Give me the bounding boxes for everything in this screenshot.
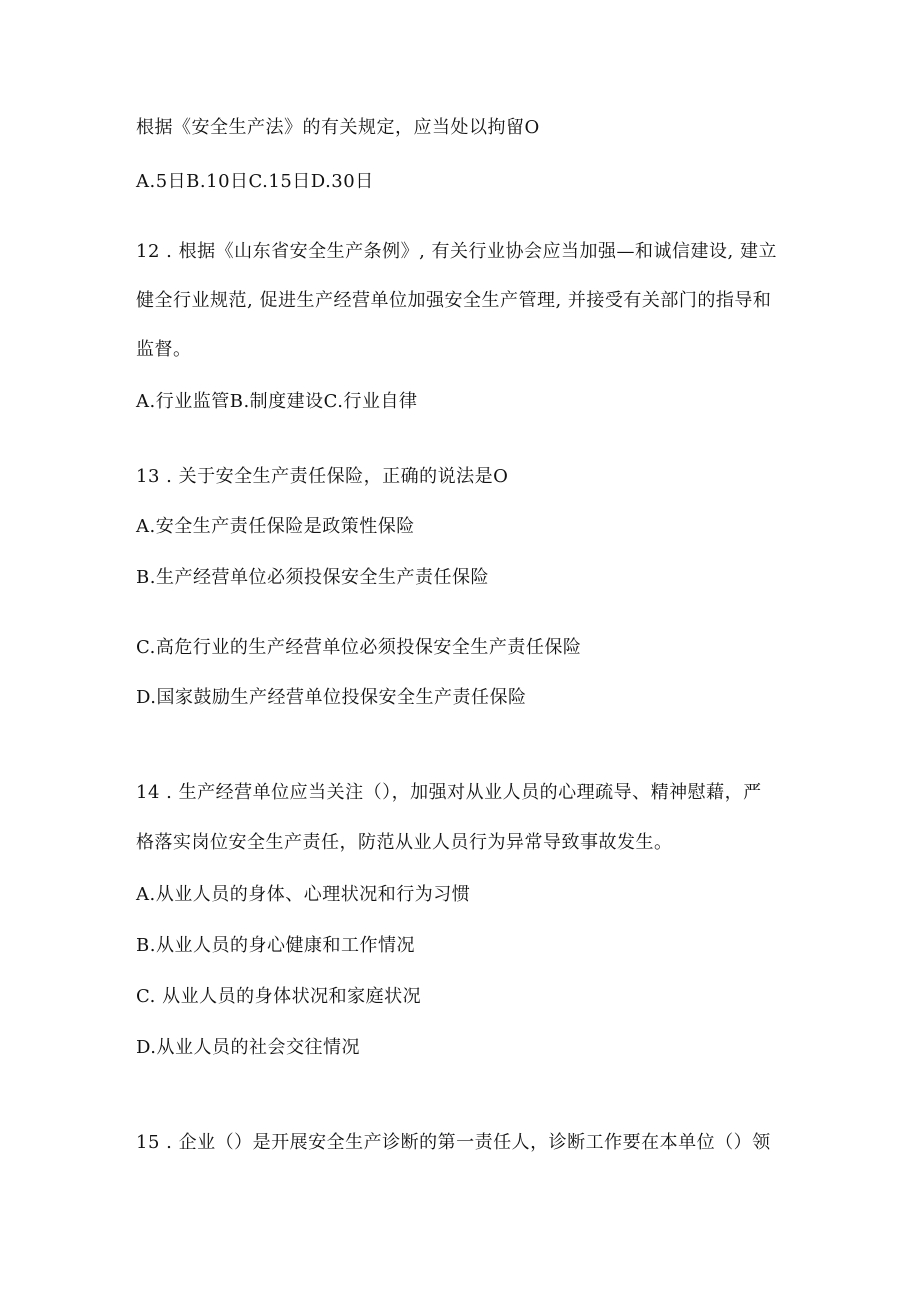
question-12-text-line-1: 12 . 根据《山东省安全生产条例》, 有关行业协会应当加强—和诚信建设, 建立 bbox=[136, 241, 777, 262]
question-12-text-line-2: 健全行业规范, 促进生产经营单位加强安全生产管理, 并接受有关部门的指导和 bbox=[136, 290, 772, 311]
question-13-option-b: B.生产经营单位必须投保安全生产责任保险 bbox=[136, 567, 489, 588]
question-14-option-c: C. 从业人员的身体状况和家庭状况 bbox=[136, 986, 422, 1007]
question-13-option-a: A.安全生产责任保险是政策性保险 bbox=[136, 516, 415, 537]
question-12-text-line-3: 监督。 bbox=[136, 339, 192, 360]
question-13-text: 13 . 关于安全生产责任保险，正确的说法是O bbox=[136, 466, 509, 487]
question-11-text-continued: 根据《安全生产法》的有关规定，应当处以拘留O bbox=[136, 117, 540, 138]
question-14-text-line-2: 格落实岗位安全生产责任，防范从业人员行为异常导致事故发生。 bbox=[136, 832, 673, 853]
question-14-option-d: D.从业人员的社会交往情况 bbox=[136, 1037, 361, 1058]
question-13-option-c: C.高危行业的生产经营单位必须投保安全生产责任保险 bbox=[136, 637, 582, 658]
question-14-option-b: B.从业人员的身心健康和工作情况 bbox=[136, 935, 415, 956]
question-13-option-d: D.国家鼓励生产经营单位投保安全生产责任保险 bbox=[136, 687, 527, 708]
question-15-text-line-1: 15 . 企业（）是开展安全生产诊断的第一责任人，诊断工作要在本单位（）领 bbox=[136, 1132, 771, 1153]
question-14-option-a: A.从业人员的身体、心理状况和行为习惯 bbox=[136, 884, 471, 905]
question-14-text-line-1: 14 . 生产经营单位应当关注（），加强对从业人员的心理疏导、精神慰藉，严 bbox=[136, 782, 762, 803]
question-12-options: A.行业监管B.制度建设C.行业自律 bbox=[136, 391, 418, 412]
question-11-options: A.5日B.10日C.15日D.30日 bbox=[136, 171, 374, 192]
